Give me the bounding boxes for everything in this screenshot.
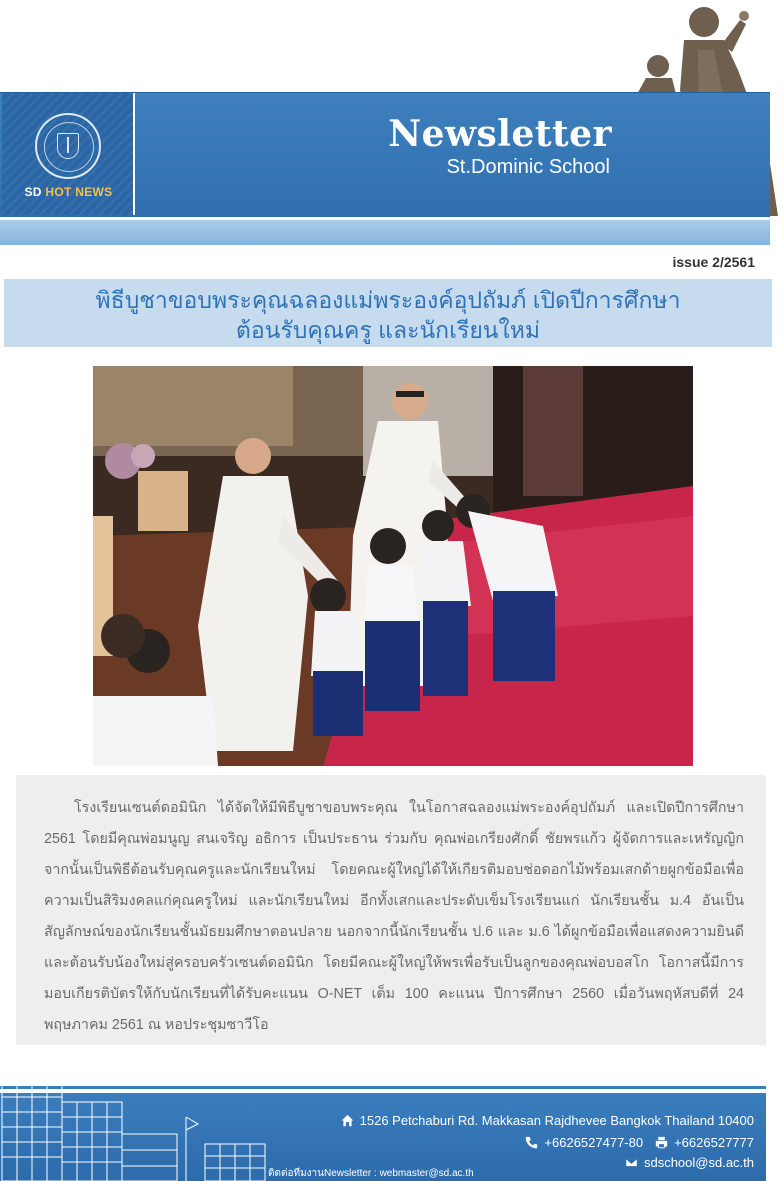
footer-phone[interactable]: +6626527477-80 — [544, 1135, 644, 1150]
logo-box — [2, 93, 135, 215]
footer-email[interactable]: sdschool@sd.ac.th — [643, 1155, 754, 1170]
footer-phone-row — [525, 1135, 754, 1150]
header-stripe — [0, 220, 770, 245]
issue-number: issue 2/2561 — [672, 254, 755, 270]
article-body-text: โรงเรียนเซนต์ดอมินิก ได้จัดให้มีพิธีบูชาขอบพระคุณ ในโอกาสฉลองแม่พระองค์อุปถัมภ์ และเปิดปีการศึกษา 2561 โดยมีคุณพ่อมนูญ สนเจริญ อธิการ เป็นประธาน ร่วมกับ คุณพ่อเกรียงศักดิ์ ชัยพรแก้ว ผู้จัดการและเหรัญญิก จากนั้นเป็นพิธีต้อนรับคุณครูและนักเรียนใหม่ โดยคณะผู้ใหญ่ได้ให้เกียรติมอบช่อดอกไม้พร้อมเสกด้ายผูกข้อมือเพื่อความเป็นสิริมงคลแก่คุณครูใหม่ และนักเรียนใหม่ อีกทั้งเสกและประดับเข็มโรงเรียนแก่ นักเรียนชั้น ม.4 อันเป็นสัญลักษณ์ของนักเรียนชั้นมัธยมศึกษาตอนปลาย นอกจากนี้นักเรียนชั้น ป.6 และ ม.6 ได้ผูกข้อมือเพื่อแสดงความยินดีและต้อนรับน้องใหม่สู่ครอบครัวเซนต์ดอมินิก โดยมีคณะผู้ใหญ่ให้พรเพื่อรับเป็นลูกของคุณพ่อบอสโก โอกาสนี้มีการมอบเกียรติบัตรให้กับนักเรียนที่ได้รับคะแนน O-NET เต็ม 100 คะแนน ปีการศึกษา 2560 เมื่อวันพฤหัสบดีที่ 24 พฤษภาคม 2561 ณ หอประชุมซาวีโอ — [44, 800, 744, 1033]
hot-news-badge — [2, 185, 135, 199]
footer-address-row — [341, 1113, 754, 1128]
hot-news-prefix: SD — [24, 185, 46, 199]
school-seal-icon — [35, 113, 101, 179]
article-body — [16, 775, 766, 1045]
article-title-line-2: ต้อนรับคุณครู และนักเรียนใหม่ — [235, 317, 541, 343]
hot-news-accent: HOT NEWS — [45, 185, 113, 199]
article-title — [4, 279, 772, 347]
article-title-line-1: พิธีบูชาขอบพระคุณฉลองแม่พระองค์อุปถัมภ์ เปิดปีการศึกษา — [95, 287, 681, 313]
footer-address: 1526 Petchaburi Rd. Makkasan Rajdhevee Bangkok Thailand 10400 — [359, 1113, 754, 1128]
footer-email-row — [625, 1155, 754, 1170]
home-icon — [341, 1114, 354, 1127]
school-building-illustration — [0, 1072, 300, 1181]
school-name: St.Dominic School — [446, 156, 610, 178]
mail-icon — [625, 1156, 638, 1169]
footer-fax: +6626527777 — [674, 1135, 754, 1150]
ceremony-photo — [93, 366, 693, 766]
phone-icon — [525, 1136, 538, 1149]
fax-icon — [655, 1136, 668, 1149]
newsletter-title: Newsletter — [388, 113, 612, 155]
footer-contact[interactable]: ติดต่อทีมงานNewsletter : webmaster@sd.ac.th — [268, 1168, 474, 1179]
